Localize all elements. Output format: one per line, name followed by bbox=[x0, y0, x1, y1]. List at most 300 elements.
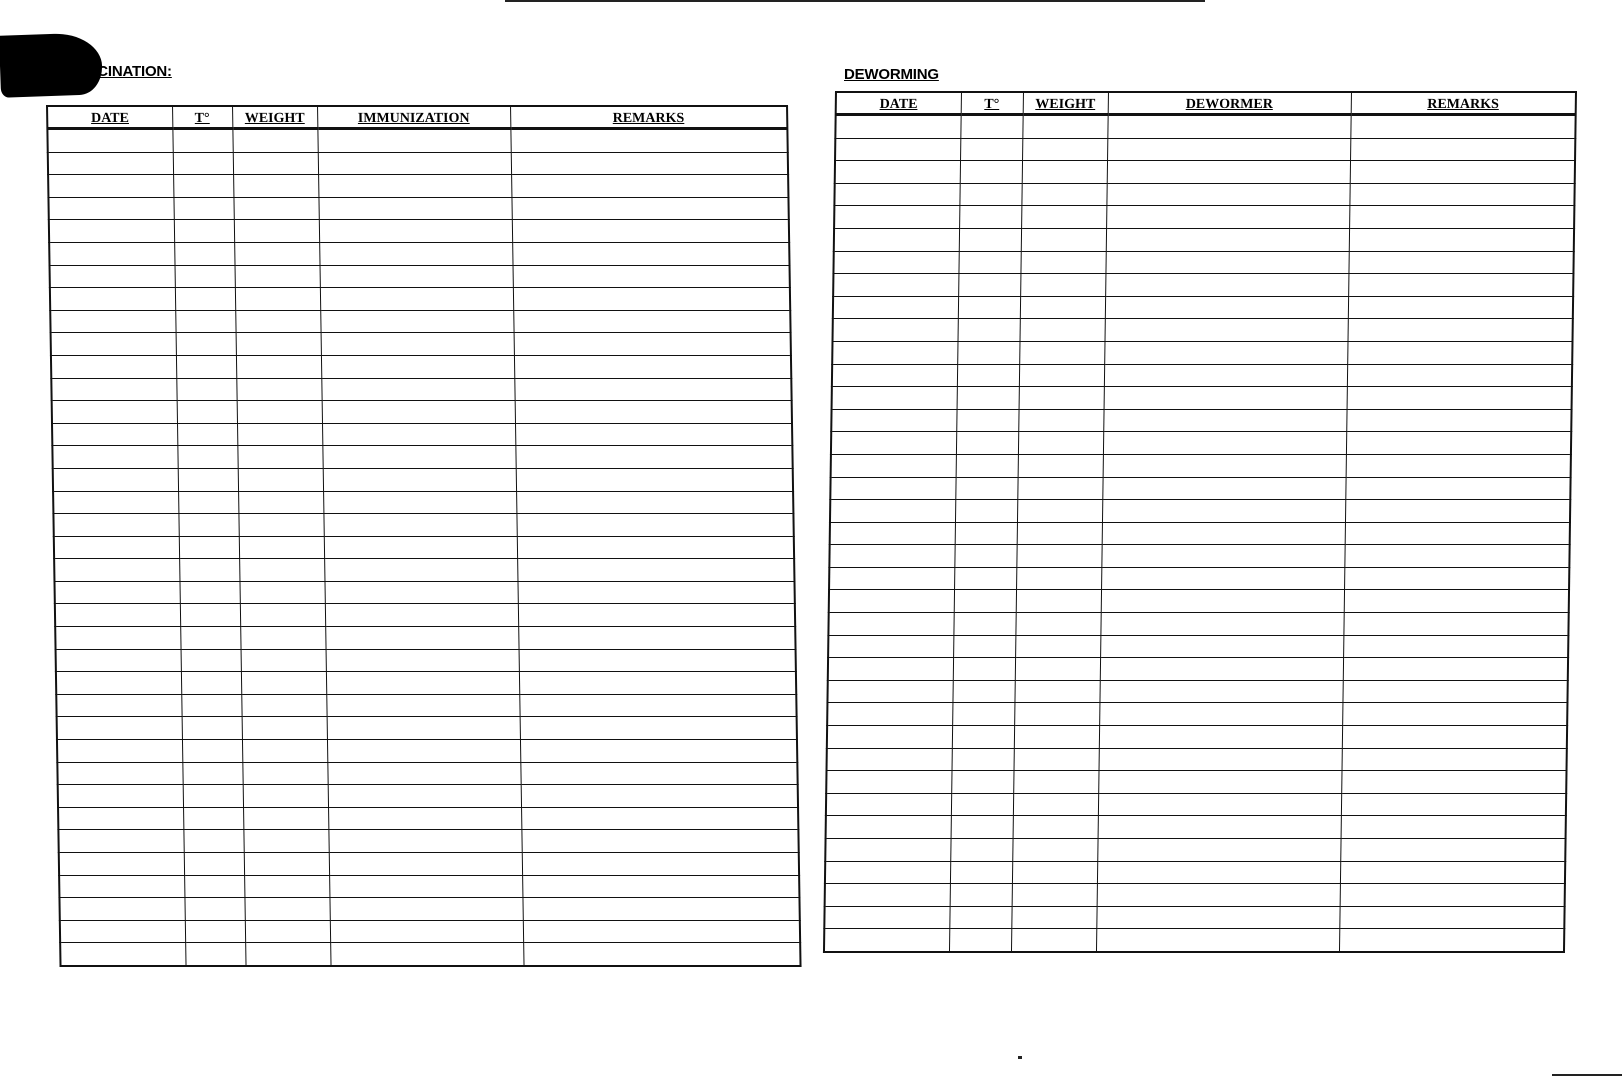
deworming-table-cell bbox=[950, 861, 1012, 884]
deworming-table-cell bbox=[1103, 409, 1346, 432]
deworming-table-cell bbox=[1346, 432, 1571, 455]
vaccination-table-cell bbox=[182, 740, 242, 763]
vaccination-table-cell bbox=[177, 423, 237, 446]
deworming-table-row bbox=[833, 296, 1573, 319]
deworming-table-row bbox=[834, 206, 1574, 229]
vaccination-table-cell bbox=[325, 604, 518, 627]
vaccination-table-cell bbox=[245, 920, 330, 943]
deworming-table-cell bbox=[1348, 319, 1573, 342]
vaccination-header-row bbox=[47, 106, 787, 129]
vaccination-table-row bbox=[51, 378, 791, 401]
vaccination-table-cell bbox=[173, 152, 233, 175]
vaccination-table-cell bbox=[184, 875, 244, 898]
deworming-table bbox=[823, 91, 1577, 953]
vaccination-table-cell bbox=[329, 875, 522, 898]
vaccination-table-cell bbox=[523, 943, 800, 966]
deworming-table-cell bbox=[1348, 296, 1573, 319]
deworming-table-row bbox=[825, 861, 1565, 884]
deworming-table-cell bbox=[1021, 228, 1106, 251]
deworming-table-cell bbox=[826, 793, 951, 816]
vaccination-table-cell bbox=[235, 310, 320, 333]
deworming-table-cell bbox=[1349, 206, 1574, 229]
vaccination-table-cell bbox=[48, 197, 173, 220]
deworming-table-cell bbox=[1342, 680, 1567, 703]
vaccination-table-row bbox=[53, 491, 793, 514]
deworming-table-row bbox=[824, 929, 1564, 952]
deworming-table-cell bbox=[1020, 251, 1105, 274]
vaccination-table-cell bbox=[51, 355, 176, 378]
vaccination-table-row bbox=[53, 468, 793, 491]
deworming-table-cell bbox=[824, 929, 949, 952]
vaccination-table-cell bbox=[517, 536, 794, 559]
vaccination-table-cell bbox=[516, 514, 793, 537]
deworming-table-cell bbox=[1341, 816, 1566, 839]
vaccination-table-cell bbox=[513, 265, 790, 288]
vaccination-table-cell bbox=[185, 920, 245, 943]
deworming-table-cell bbox=[959, 228, 1021, 251]
vaccination-table-cell bbox=[323, 491, 516, 514]
deworming-table-cell bbox=[952, 680, 1014, 703]
vaccination-table-cell bbox=[236, 355, 321, 378]
deworming-table-cell bbox=[1098, 793, 1341, 816]
deworming-table-cell bbox=[953, 658, 1015, 681]
deworming-table-cell bbox=[834, 206, 959, 229]
vaccination-table-cell bbox=[329, 898, 522, 921]
deworming-table-cell bbox=[1022, 161, 1107, 184]
vaccination-table-cell bbox=[48, 152, 173, 175]
deworming-table-cell bbox=[1098, 771, 1341, 794]
vaccination-table-cell bbox=[54, 581, 179, 604]
vaccination-table-cell bbox=[512, 220, 789, 243]
deworming-col-dewormer: DEWORMER bbox=[1108, 92, 1351, 115]
deworming-table-cell bbox=[832, 387, 957, 410]
vaccination-table-cell bbox=[319, 220, 512, 243]
deworming-table-cell bbox=[1339, 929, 1564, 952]
deworming-table-cell bbox=[1012, 839, 1097, 862]
vaccination-table bbox=[46, 105, 802, 967]
vaccination-table-row bbox=[52, 401, 792, 424]
deworming-table-row bbox=[835, 161, 1575, 184]
deworming-table-cell bbox=[1101, 545, 1344, 568]
deworming-table-cell bbox=[1096, 929, 1339, 952]
vaccination-table-row bbox=[56, 649, 796, 672]
deworming-table-cell bbox=[1349, 183, 1574, 206]
vaccination-table-row bbox=[59, 898, 799, 921]
deworming-table-row bbox=[835, 115, 1575, 139]
top-edge-line bbox=[505, 0, 1205, 2]
vaccination-table-cell bbox=[50, 288, 175, 311]
vaccination-table-cell bbox=[330, 920, 523, 943]
vaccination-table-cell bbox=[522, 875, 799, 898]
deworming-table-cell bbox=[1106, 228, 1349, 251]
vaccination-table-cell bbox=[58, 830, 183, 853]
vaccination-table-cell bbox=[183, 807, 243, 830]
deworming-table-cell bbox=[833, 296, 958, 319]
deworming-table-cell bbox=[1018, 409, 1103, 432]
deworming-table-cell bbox=[955, 522, 1017, 545]
vaccination-table-cell bbox=[511, 197, 788, 220]
vaccination-table-cell bbox=[321, 378, 514, 401]
deworming-table-cell bbox=[830, 500, 955, 523]
deworming-table-cell bbox=[949, 906, 1011, 929]
deworming-table-cell bbox=[952, 726, 1014, 749]
deworming-table-cell bbox=[951, 793, 1013, 816]
vaccination-table-cell bbox=[243, 830, 328, 853]
deworming-table-cell bbox=[1022, 115, 1107, 139]
deworming-table-cell bbox=[1105, 319, 1348, 342]
deworming-table-cell bbox=[1016, 545, 1101, 568]
deworming-table-cell bbox=[827, 703, 952, 726]
deworming-table-cell bbox=[835, 161, 960, 184]
vaccination-table-cell bbox=[519, 649, 796, 672]
deworming-table-cell bbox=[832, 341, 957, 364]
vaccination-table-row bbox=[57, 740, 797, 763]
vaccination-table-cell bbox=[324, 559, 517, 582]
vaccination-table-cell bbox=[57, 762, 182, 785]
vaccination-table-cell bbox=[178, 514, 238, 537]
vaccination-table-cell bbox=[176, 378, 236, 401]
deworming-col-date: DATE bbox=[836, 92, 961, 115]
deworming-table-cell bbox=[1346, 409, 1571, 432]
vaccination-table-cell bbox=[185, 943, 245, 966]
deworming-table-row bbox=[829, 567, 1569, 590]
vaccination-table-cell bbox=[180, 604, 240, 627]
deworming-table-cell bbox=[1017, 522, 1102, 545]
vaccination-table-cell bbox=[243, 807, 328, 830]
vaccination-table-cell bbox=[326, 694, 519, 717]
deworming-table-row bbox=[831, 432, 1571, 455]
vaccination-table-cell bbox=[323, 514, 516, 537]
vaccination-table-cell bbox=[58, 807, 183, 830]
deworming-table-cell bbox=[828, 613, 953, 636]
deworming-table-cell bbox=[1342, 703, 1567, 726]
deworming-table-cell bbox=[1343, 658, 1568, 681]
deworming-table-cell bbox=[1350, 138, 1575, 161]
vaccination-table-cell bbox=[323, 468, 516, 491]
deworming-table-cell bbox=[828, 658, 953, 681]
deworming-table-cell bbox=[1106, 183, 1349, 206]
deworming-table-row bbox=[829, 545, 1569, 568]
vaccination-table-cell bbox=[318, 175, 511, 198]
deworming-table-cell bbox=[955, 500, 1017, 523]
vaccination-table-cell bbox=[239, 536, 324, 559]
vaccination-table-cell bbox=[320, 265, 513, 288]
deworming-table-row bbox=[829, 590, 1569, 613]
deworming-table-cell bbox=[953, 613, 1015, 636]
deworming-table-cell bbox=[829, 567, 954, 590]
vaccination-table-cell bbox=[521, 785, 798, 808]
vaccination-table-cell bbox=[48, 175, 173, 198]
vaccination-table-cell bbox=[514, 333, 791, 356]
vaccination-table-cell bbox=[237, 423, 322, 446]
vaccination-table-cell bbox=[237, 446, 322, 469]
vaccination-table-cell bbox=[329, 853, 522, 876]
vaccination-col-date: DATE bbox=[47, 106, 172, 129]
vaccination-table-cell bbox=[511, 175, 788, 198]
deworming-table-cell bbox=[824, 906, 949, 929]
deworming-table-cell bbox=[1102, 500, 1345, 523]
vaccination-table-cell bbox=[242, 740, 327, 763]
vaccination-col-temperature: T° bbox=[172, 106, 232, 129]
deworming-table-cell bbox=[1345, 522, 1570, 545]
vaccination-table-cell bbox=[519, 672, 796, 695]
vaccination-table-cell bbox=[520, 717, 797, 740]
vaccination-table-cell bbox=[56, 672, 181, 695]
deworming-table-cell bbox=[960, 161, 1022, 184]
deworming-table-cell bbox=[835, 138, 960, 161]
deworming-table-cell bbox=[959, 183, 1021, 206]
vaccination-table-cell bbox=[53, 491, 178, 514]
vaccination-table-cell bbox=[184, 898, 244, 921]
vaccination-table-cell bbox=[174, 220, 234, 243]
deworming-table-cell bbox=[1103, 432, 1346, 455]
vaccination-table-row bbox=[60, 920, 800, 943]
deworming-table-cell bbox=[1101, 590, 1344, 613]
deworming-table-cell bbox=[1012, 884, 1097, 907]
vaccination-table-row bbox=[55, 627, 795, 650]
vaccination-table-row bbox=[53, 514, 793, 537]
vaccination-table-row bbox=[48, 152, 788, 175]
vaccination-table-row bbox=[56, 672, 796, 695]
deworming-table-cell bbox=[959, 206, 1021, 229]
deworming-table-cell bbox=[1013, 816, 1098, 839]
deworming-table-cell bbox=[1099, 726, 1342, 749]
vaccination-table-cell bbox=[242, 762, 327, 785]
deworming-table-cell bbox=[1340, 839, 1565, 862]
vaccination-table-cell bbox=[177, 401, 237, 424]
vaccination-table-cell bbox=[175, 310, 235, 333]
scan-speck bbox=[1018, 1056, 1022, 1059]
vaccination-table-cell bbox=[239, 559, 324, 582]
deworming-table-cell bbox=[1104, 364, 1347, 387]
vaccination-table-cell bbox=[324, 536, 517, 559]
vaccination-table-cell bbox=[52, 401, 177, 424]
deworming-table-cell bbox=[1107, 138, 1350, 161]
deworming-table-cell bbox=[1345, 477, 1570, 500]
deworming-table-cell bbox=[1350, 161, 1575, 184]
deworming-table-cell bbox=[831, 409, 956, 432]
deworming-table-cell bbox=[1344, 590, 1569, 613]
vaccination-table-cell bbox=[320, 310, 513, 333]
deworming-header-row bbox=[836, 92, 1576, 115]
deworming-table-row bbox=[830, 477, 1570, 500]
deworming-table-cell bbox=[832, 364, 957, 387]
deworming-table-row bbox=[827, 726, 1567, 749]
vaccination-table-cell bbox=[60, 943, 185, 966]
vaccination-table-cell bbox=[233, 175, 318, 198]
vaccination-table-cell bbox=[58, 785, 183, 808]
deworming-table-cell bbox=[1017, 477, 1102, 500]
deworming-table-cell bbox=[829, 545, 954, 568]
deworming-table-cell bbox=[1340, 861, 1565, 884]
deworming-table-cell bbox=[949, 929, 1011, 952]
vaccination-table-cell bbox=[522, 853, 799, 876]
vaccination-table-row bbox=[58, 785, 798, 808]
vaccination-table-cell bbox=[59, 898, 184, 921]
deworming-table-cell bbox=[833, 274, 958, 297]
deworming-table-cell bbox=[1020, 274, 1105, 297]
vaccination-table-cell bbox=[241, 649, 326, 672]
deworming-table-row bbox=[832, 364, 1572, 387]
vaccination-table-cell bbox=[327, 740, 520, 763]
deworming-table-row bbox=[830, 500, 1570, 523]
deworming-table-cell bbox=[1346, 454, 1571, 477]
deworming-table-cell bbox=[831, 454, 956, 477]
deworming-table-cell bbox=[950, 884, 1012, 907]
deworming-table-cell bbox=[1019, 341, 1104, 364]
deworming-table-row bbox=[827, 748, 1567, 771]
deworming-title: DEWORMING bbox=[844, 66, 939, 83]
deworming-table-row bbox=[831, 409, 1571, 432]
deworming-table-cell bbox=[958, 319, 1020, 342]
vaccination-table-cell bbox=[181, 649, 241, 672]
deworming-table-row bbox=[828, 635, 1568, 658]
deworming-table-row bbox=[824, 906, 1564, 929]
vaccination-table-row bbox=[60, 943, 800, 966]
deworming-table-cell bbox=[1020, 296, 1105, 319]
deworming-table-row bbox=[827, 680, 1567, 703]
deworming-table-cell bbox=[1347, 341, 1572, 364]
deworming-table-cell bbox=[1347, 387, 1572, 410]
deworming-table-cell bbox=[1348, 251, 1573, 274]
deworming-table-cell bbox=[1100, 658, 1343, 681]
vaccination-table-row bbox=[54, 581, 794, 604]
deworming-table-cell bbox=[828, 635, 953, 658]
vaccination-table-cell bbox=[321, 333, 514, 356]
vaccination-col-immunization: IMMUNIZATION bbox=[317, 106, 510, 129]
deworming-table-cell bbox=[1017, 500, 1102, 523]
deworming-table-cell bbox=[1014, 748, 1099, 771]
vaccination-table-row bbox=[52, 446, 792, 469]
deworming-table-row bbox=[833, 319, 1573, 342]
deworming-table-row bbox=[834, 228, 1574, 251]
vaccination-table-row bbox=[57, 762, 797, 785]
deworming-table-cell bbox=[952, 748, 1014, 771]
deworming-table-cell bbox=[1348, 274, 1573, 297]
deworming-table-cell bbox=[831, 432, 956, 455]
vaccination-table-cell bbox=[179, 536, 239, 559]
deworming-table-cell bbox=[1342, 726, 1567, 749]
deworming-table-cell bbox=[958, 274, 1020, 297]
vaccination-table-cell bbox=[175, 288, 235, 311]
vaccination-table-cell bbox=[178, 468, 238, 491]
vaccination-table-cell bbox=[50, 265, 175, 288]
deworming-table-cell bbox=[1015, 613, 1100, 636]
vaccination-table-cell bbox=[233, 197, 318, 220]
vaccination-table-row bbox=[48, 175, 788, 198]
deworming-col-remarks: REMARKS bbox=[1351, 92, 1576, 115]
deworming-table-row bbox=[826, 816, 1566, 839]
deworming-table-cell bbox=[956, 454, 1018, 477]
vaccination-table-cell bbox=[518, 604, 795, 627]
deworming-table-cell bbox=[827, 748, 952, 771]
vaccination-table-cell bbox=[55, 604, 180, 627]
vaccination-table-cell bbox=[238, 468, 323, 491]
vaccination-table-cell bbox=[176, 333, 236, 356]
vaccination-table-cell bbox=[510, 129, 787, 153]
vaccination-table-cell bbox=[523, 920, 800, 943]
deworming-table-cell bbox=[956, 432, 1018, 455]
deworming-table-cell bbox=[1016, 590, 1101, 613]
deworming-table-cell bbox=[1106, 206, 1349, 229]
vaccination-table-cell bbox=[243, 785, 328, 808]
deworming-table-cell bbox=[1018, 432, 1103, 455]
vaccination-table-row bbox=[55, 604, 795, 627]
vaccination-table-cell bbox=[515, 401, 792, 424]
vaccination-table-cell bbox=[237, 401, 322, 424]
deworming-table-cell bbox=[1100, 613, 1343, 636]
vaccination-table-cell bbox=[322, 401, 515, 424]
vaccination-table-cell bbox=[51, 333, 176, 356]
vaccination-table-cell bbox=[240, 627, 325, 650]
vaccination-table-cell bbox=[182, 717, 242, 740]
vaccination-table-row bbox=[59, 875, 799, 898]
vaccination-table-cell bbox=[179, 559, 239, 582]
vaccination-table-cell bbox=[240, 604, 325, 627]
deworming-table-cell bbox=[1014, 726, 1099, 749]
vaccination-table-cell bbox=[56, 694, 181, 717]
vaccination-table-cell bbox=[322, 446, 515, 469]
vaccination-table-cell bbox=[515, 423, 792, 446]
vaccination-table-row bbox=[51, 333, 791, 356]
vaccination-col-weight: WEIGHT bbox=[232, 106, 317, 129]
deworming-table-cell bbox=[1015, 635, 1100, 658]
vaccination-table-row bbox=[54, 536, 794, 559]
deworming-table-cell bbox=[827, 726, 952, 749]
deworming-table-cell bbox=[1099, 703, 1342, 726]
deworming-col-temperature: T° bbox=[961, 92, 1023, 115]
deworming-table-cell bbox=[1097, 839, 1340, 862]
vaccination-col-remarks: REMARKS bbox=[510, 106, 787, 129]
deworming-table-cell bbox=[1011, 906, 1096, 929]
vaccination-table-cell bbox=[244, 853, 329, 876]
deworming-table-cell bbox=[1105, 296, 1348, 319]
deworming-table-cell bbox=[1022, 138, 1107, 161]
deworming-table-cell bbox=[1019, 364, 1104, 387]
deworming-table-cell bbox=[958, 251, 1020, 274]
vaccination-table-row bbox=[58, 807, 798, 830]
deworming-table-cell bbox=[830, 477, 955, 500]
vaccination-table-cell bbox=[521, 807, 798, 830]
deworming-table-cell bbox=[960, 115, 1022, 139]
deworming-table-cell bbox=[826, 816, 951, 839]
vaccination-table-cell bbox=[184, 853, 244, 876]
vaccination-table-cell bbox=[178, 491, 238, 514]
deworming-table-cell bbox=[1341, 771, 1566, 794]
deworming-table-row bbox=[831, 454, 1571, 477]
vaccination-table-cell bbox=[520, 740, 797, 763]
vaccination-table-row bbox=[56, 694, 796, 717]
deworming-table-cell bbox=[825, 884, 950, 907]
vaccination-table-cell bbox=[512, 242, 789, 265]
deworming-table-row bbox=[833, 274, 1573, 297]
vaccination-table-cell bbox=[57, 717, 182, 740]
vaccination-table-cell bbox=[324, 581, 517, 604]
vaccination-table-cell bbox=[238, 514, 323, 537]
deworming-table-cell bbox=[1015, 658, 1100, 681]
vaccination-table-cell bbox=[514, 355, 791, 378]
vaccination-table-cell bbox=[49, 220, 174, 243]
deworming-table-row bbox=[828, 613, 1568, 636]
vaccination-table-row bbox=[50, 310, 790, 333]
vaccination-title: ACCINATION: bbox=[76, 63, 172, 80]
vaccination-table-cell bbox=[55, 627, 180, 650]
vaccination-table-row bbox=[50, 288, 790, 311]
deworming-table-row bbox=[835, 138, 1575, 161]
vaccination-table-row bbox=[52, 423, 792, 446]
vaccination-table-body bbox=[47, 129, 800, 966]
deworming-table-cell bbox=[1018, 454, 1103, 477]
